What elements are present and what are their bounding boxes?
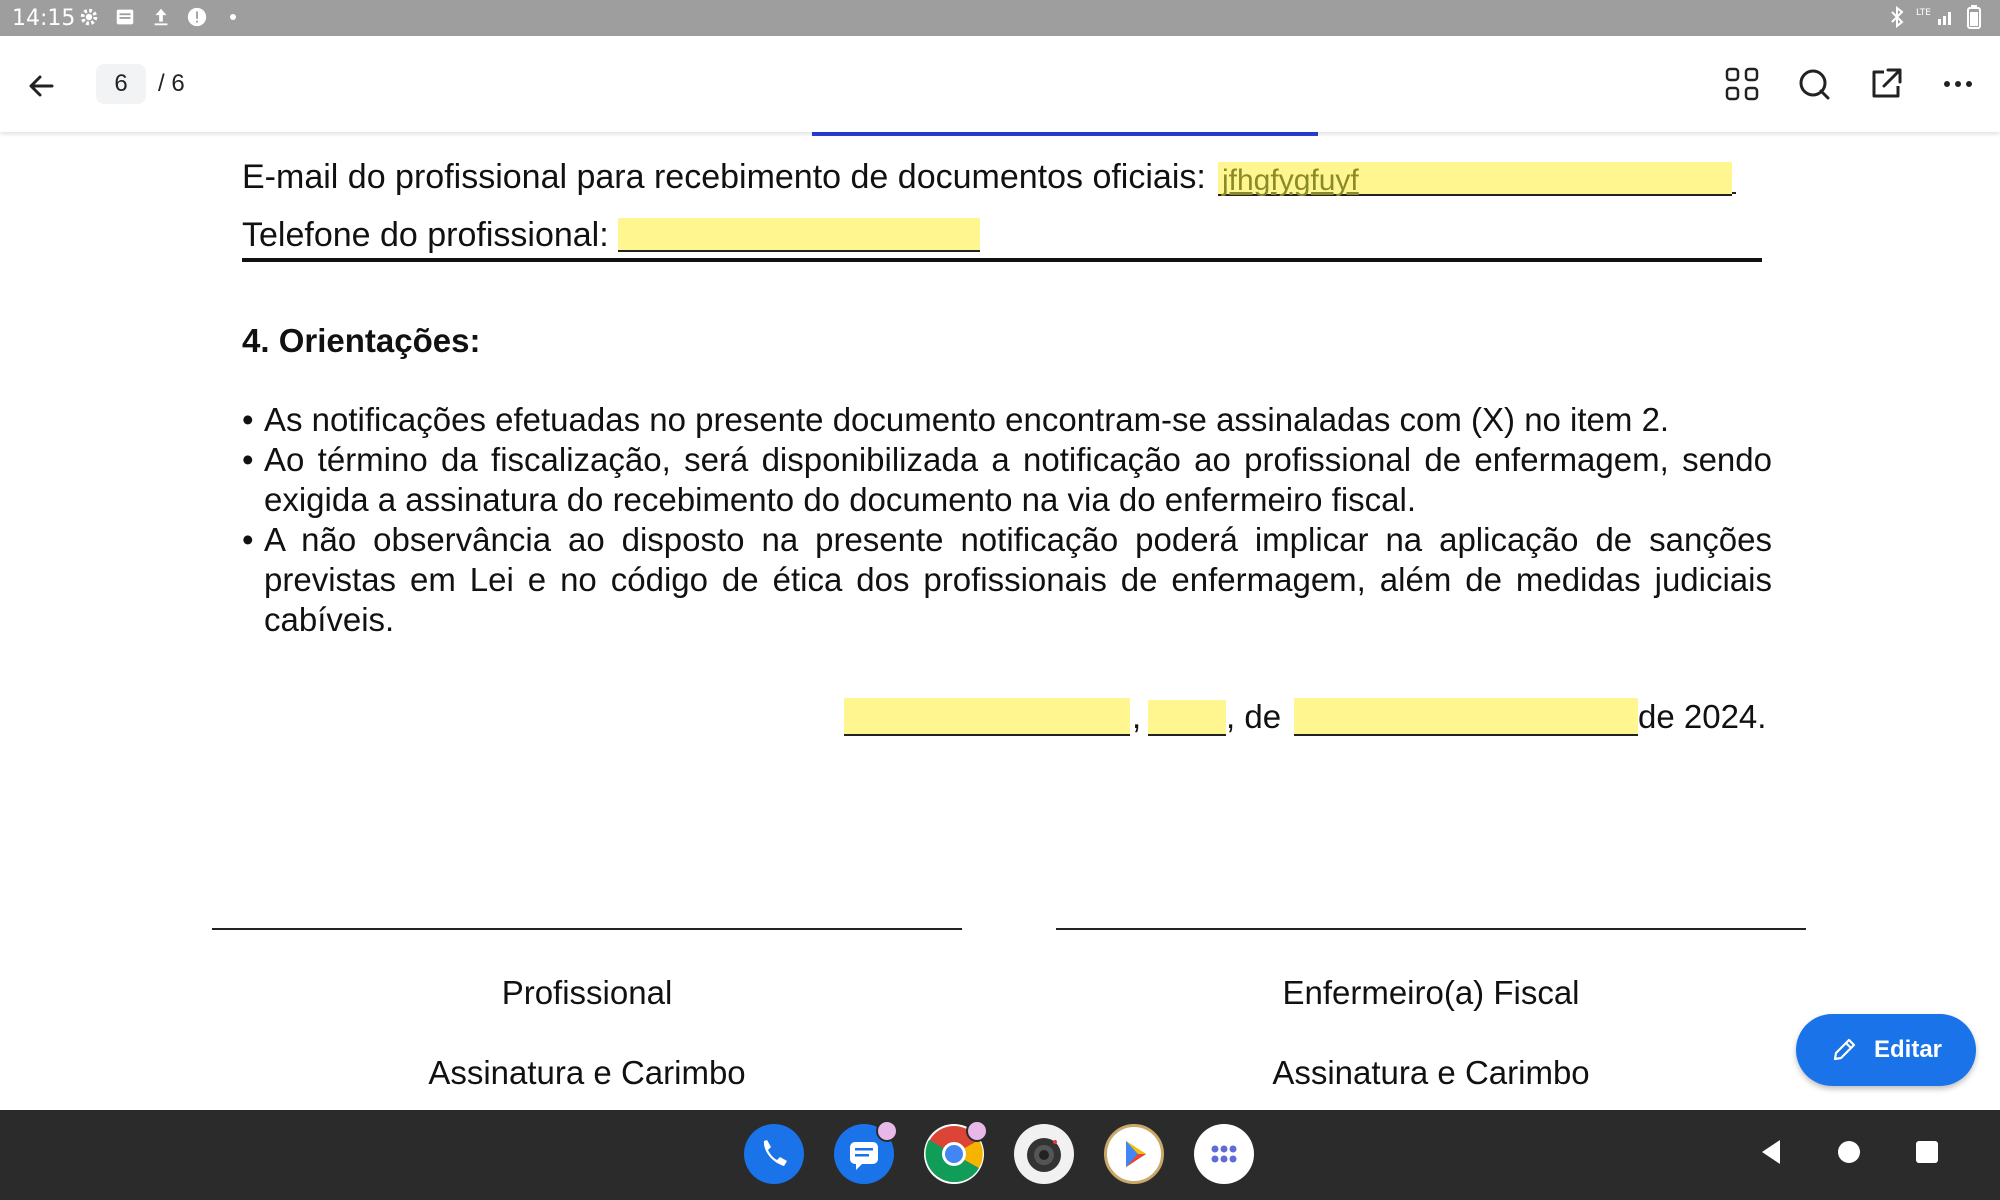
battery-icon — [1966, 4, 1982, 30]
signature-line-left — [212, 928, 962, 930]
page-number-input[interactable]: 6 — [96, 64, 146, 104]
lte-signal-icon — [1916, 5, 1956, 29]
phone-label: Telefone do profissional: — [242, 216, 609, 254]
play-store-app-icon[interactable] — [1104, 1124, 1164, 1184]
email-link-underline — [812, 132, 1318, 136]
status-bar — [0, 0, 2000, 36]
signature-left-subtitle: Assinatura e Carimbo — [428, 1054, 746, 1091]
phone-app-icon[interactable] — [744, 1124, 804, 1184]
status-time: 14:15 — [12, 6, 76, 31]
camera-app-icon[interactable] — [1014, 1124, 1074, 1184]
edit-button-label: Editar — [1873, 1036, 1942, 1063]
email-label: E-mail do profissional para recebimento de documentos oficiais: — [242, 158, 1206, 196]
city-field[interactable] — [844, 698, 1130, 736]
email-field-underline — [1732, 192, 1736, 194]
edit-button[interactable] — [1796, 1014, 1976, 1086]
signature-left-title: Profissional — [501, 974, 673, 1011]
date-year-text: de 2024. — [1638, 698, 1767, 735]
section-heading: 4. Orientações: — [242, 322, 481, 359]
upload-icon — [148, 4, 174, 30]
open-external-icon — [1866, 64, 1906, 104]
network-type-text: LTE — [1916, 8, 1931, 18]
chrome-app-icon[interactable] — [924, 1124, 984, 1184]
pdf-toolbar — [0, 36, 2000, 132]
back-button[interactable] — [22, 66, 62, 106]
app-drawer-icon[interactable] — [1194, 1124, 1254, 1184]
grid-icon — [1722, 64, 1762, 104]
pdf-page — [0, 132, 2000, 1110]
back-nav-icon[interactable] — [1758, 1138, 1784, 1171]
signature-right-subtitle: Assinatura e Carimbo — [1272, 1054, 1590, 1091]
recents-nav-icon[interactable] — [1914, 1139, 1940, 1170]
email-field-value: jfhgfygfuyf — [1222, 164, 1359, 197]
navigation-bar — [0, 1110, 2000, 1200]
settings-icon — [76, 4, 102, 30]
guidelines-list — [242, 400, 1772, 640]
open-external-button[interactable] — [1866, 64, 1906, 104]
back-arrow-icon — [22, 66, 62, 106]
email-field[interactable] — [1218, 162, 1732, 196]
list-item: • Ao término da fiscalização, será disponibilizada a notificação ao profissional de enfermagem, sendo exigida a assinatura do recebimento do documento na via do enfermeiro fiscal. — [242, 440, 1772, 520]
page-total: / 6 — [158, 70, 185, 97]
day-field[interactable] — [1148, 700, 1226, 736]
pencil-icon — [1830, 1036, 1858, 1064]
app-dock — [744, 1124, 1254, 1184]
section-divider — [242, 258, 1762, 262]
system-nav-keys — [1758, 1138, 1940, 1171]
date-de-text: , de — [1226, 698, 1282, 735]
signature-right-title: Enfermeiro(a) Fiscal — [1282, 974, 1580, 1011]
bluetooth-icon — [1888, 5, 1906, 29]
grid-view-button[interactable] — [1722, 64, 1762, 104]
list-item: • As notificações efetuadas no presente documento encontram-se assinaladas com (X) no item 2. — [242, 400, 1772, 440]
home-nav-icon[interactable] — [1836, 1139, 1862, 1170]
month-field[interactable] — [1294, 698, 1638, 736]
dot-icon — [220, 4, 246, 30]
messages-app-icon[interactable] — [834, 1124, 894, 1184]
notification-dot — [876, 1120, 898, 1142]
list-item: • A não observância ao disposto na presente notificação poderá implicar na aplicação de sanções previstas em Lei e no código de ética dos profissionais de enfermagem, além de medidas judiciais cabíveis. — [242, 520, 1772, 640]
date-comma: , — [1132, 698, 1142, 735]
notification-dot — [966, 1120, 988, 1142]
news-icon — [112, 4, 138, 30]
search-button[interactable] — [1794, 64, 1834, 104]
signature-line-right — [1056, 928, 1806, 930]
search-icon — [1794, 64, 1834, 104]
more-icon — [1938, 64, 1978, 104]
more-options-button[interactable] — [1938, 64, 1978, 104]
phone-field[interactable] — [618, 218, 980, 252]
alert-icon — [184, 4, 210, 30]
